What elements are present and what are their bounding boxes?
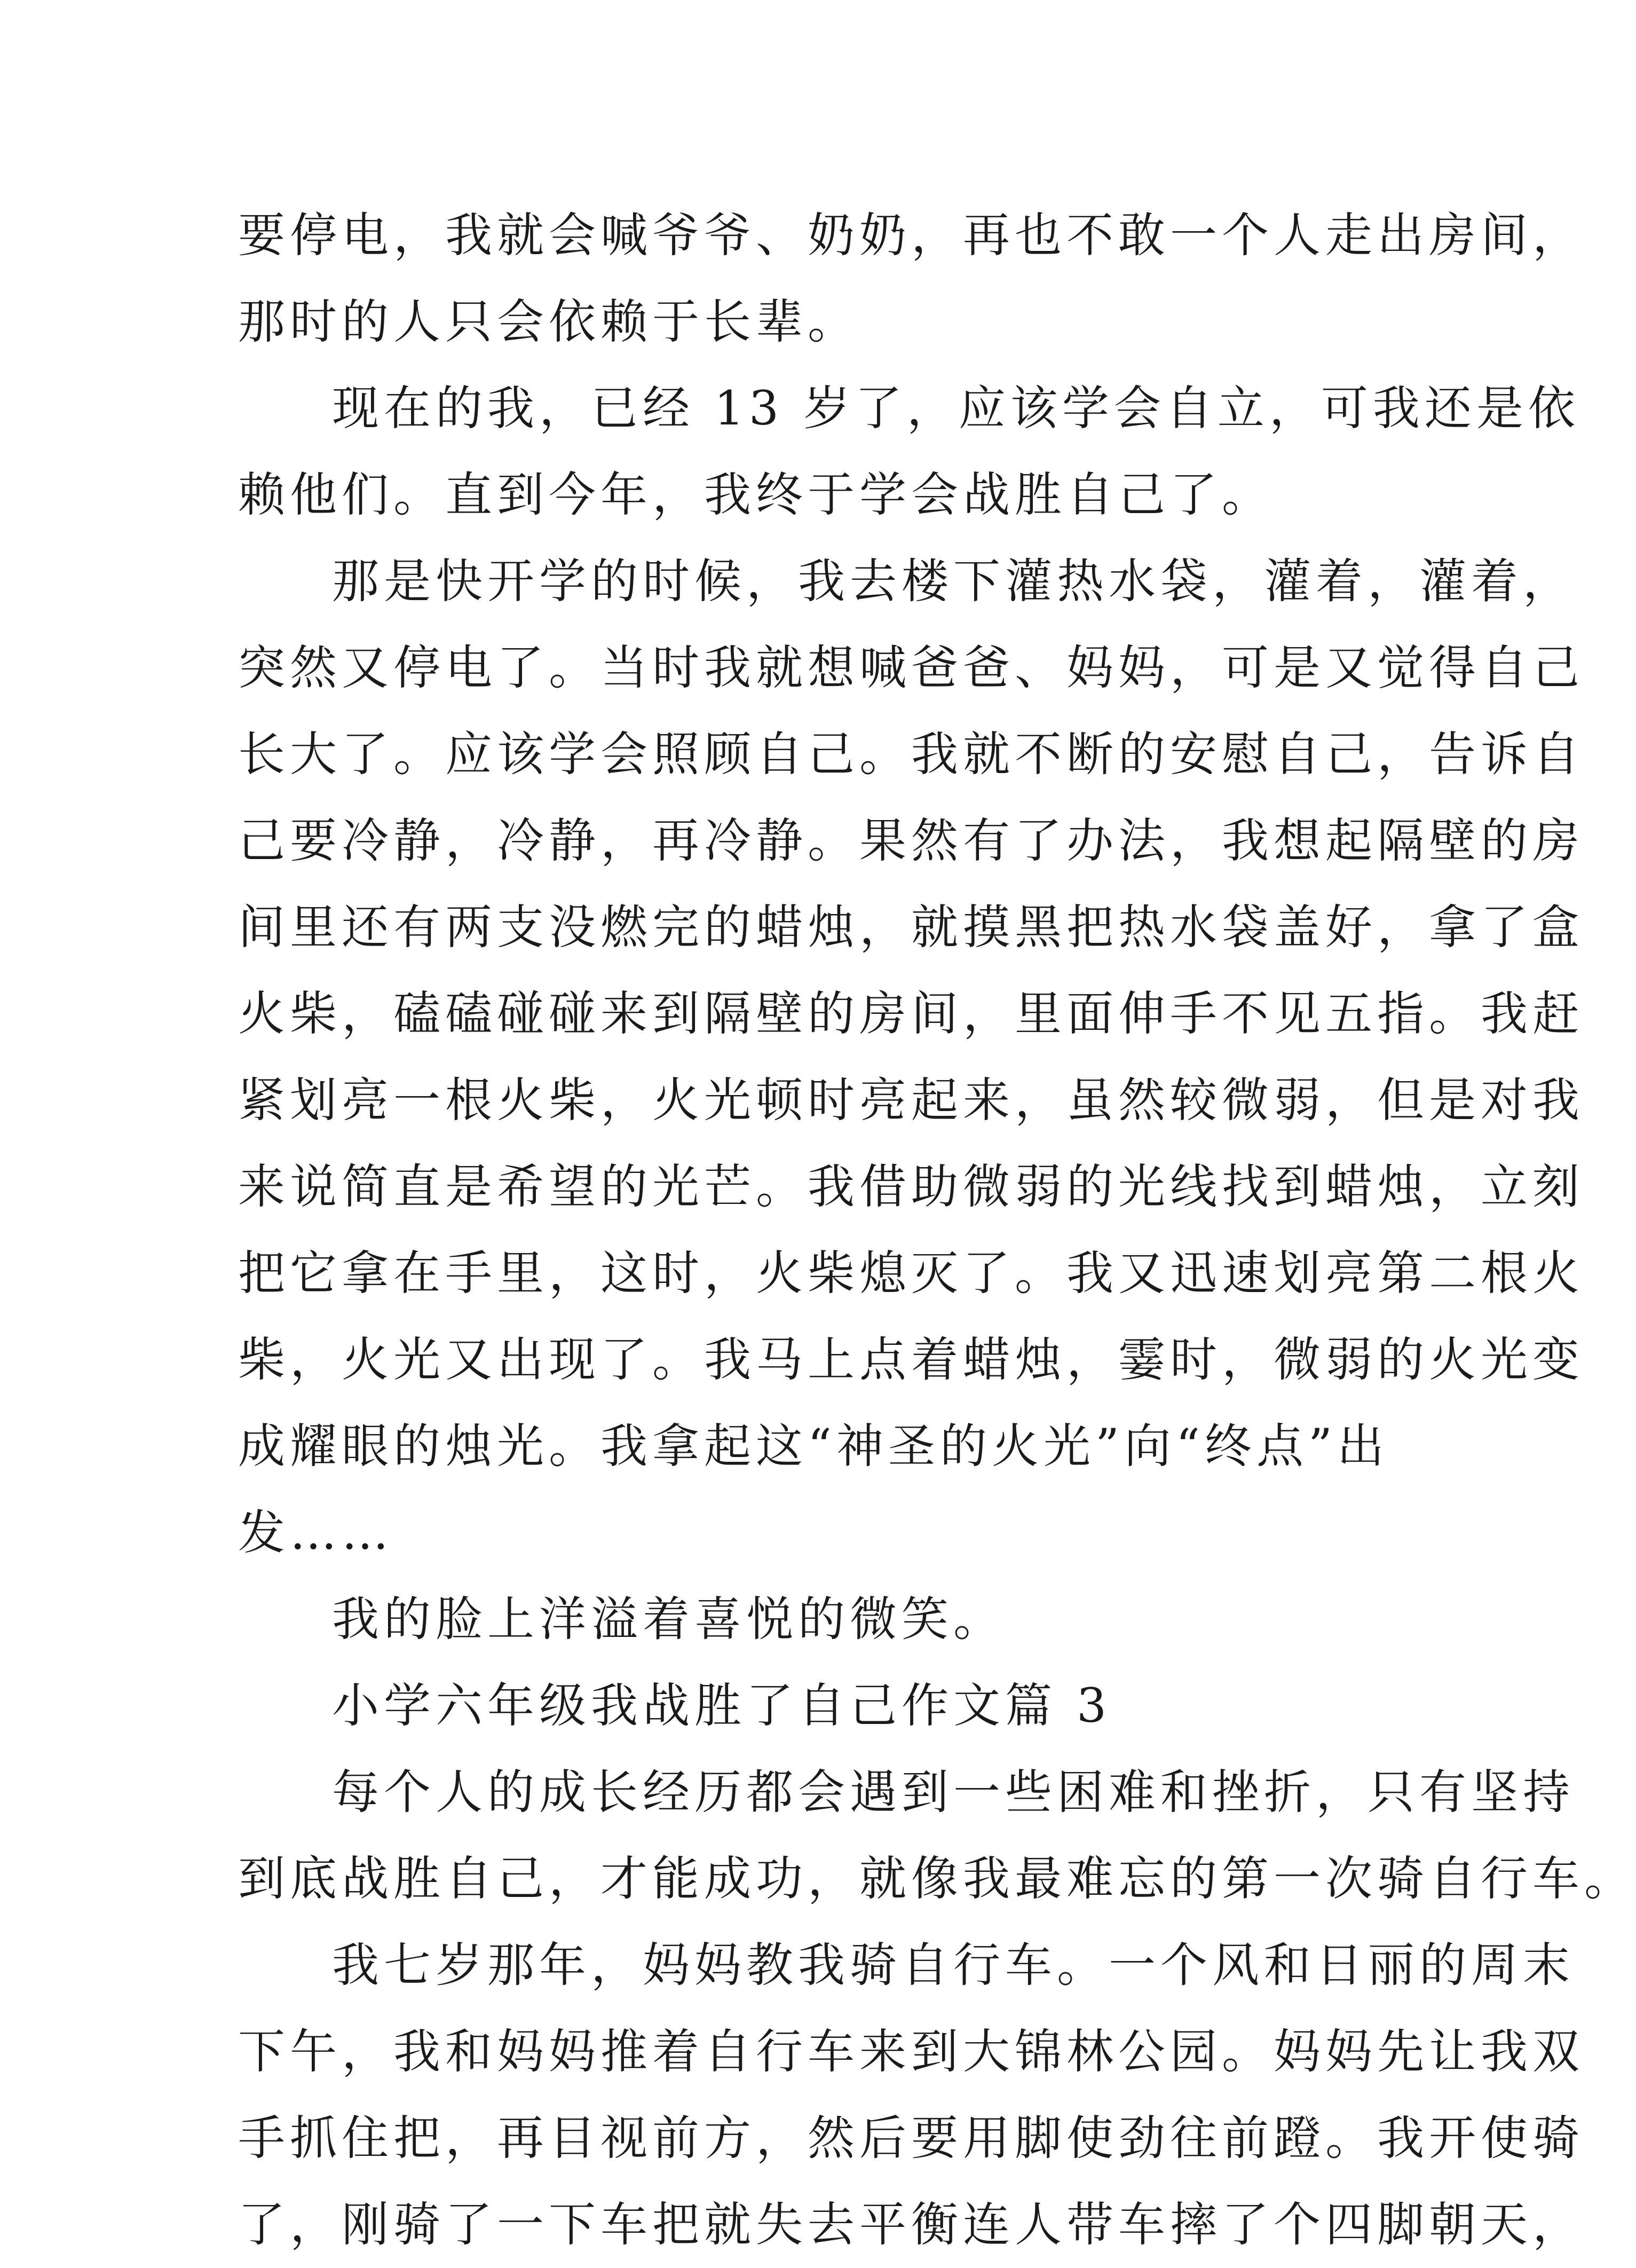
text-line: 己要冷静，冷静，再冷静。果然有了办法，我想起隔壁的房 xyxy=(238,813,1585,868)
essay-text xyxy=(238,192,1636,2268)
text-line: 把它拿在手里，这时，火柴熄灭了。我又迅速划亮第二根火 xyxy=(238,1246,1585,1301)
text-line: 突然又停电了。当时我就想喊爸爸、妈妈，可是又觉得自己 xyxy=(238,640,1585,695)
text-line: 紧划亮一根火柴，火光顿时亮起来，虽然较微弱，但是对我 xyxy=(238,1073,1585,1128)
text-line: 那时的人只会依赖于长辈。 xyxy=(238,294,860,349)
paragraph-start-line: 每个人的成长经历都会遇到一些困难和挫折，只有坚持 xyxy=(332,1765,1575,1820)
text-line: 间里还有两支没燃完的蜡烛，就摸黑把热水袋盖好，拿了盒 xyxy=(238,900,1585,955)
text-line: 下午，我和妈妈推着自行车来到大锦林公园。妈妈先让我双 xyxy=(238,2024,1585,2079)
text-line: 赖他们。直到今年，我终于学会战胜自己了。 xyxy=(238,467,1274,522)
text-line: 来说简直是希望的光芒。我借助微弱的光线找到蜡烛，立刻 xyxy=(238,1159,1585,1214)
text-line: 了，刚骑了一下车把就失去平衡连人带车摔了个四脚朝天， xyxy=(238,2197,1585,2252)
text-line: 火柴，磕磕碰碰来到隔壁的房间，里面伸手不见五指。我赶 xyxy=(238,986,1585,1041)
text-line: 到底战胜自己，才能成功，就像我最难忘的第一次骑自行车。 xyxy=(238,1851,1636,1906)
paragraph-start-line: 那是快开学的时候，我去楼下灌热水袋，灌着，灌着， xyxy=(332,554,1575,609)
paragraph-start-line: 我七岁那年，妈妈教我骑自行车。一个风和日丽的周末 xyxy=(332,1938,1575,1993)
text-line: 要停电，我就会喊爷爷、奶奶，再也不敢一个人走出房间， xyxy=(238,208,1585,263)
text-line: 发…… xyxy=(238,1505,394,1560)
text-line: 柴，火光又出现了。我马上点着蜡烛，霎时，微弱的火光变 xyxy=(238,1332,1585,1387)
paragraph-start-line: 我的脸上洋溢着喜悦的微笑。 xyxy=(332,1592,1006,1647)
text-line: 长大了。应该学会照顾自己。我就不断的安慰自己，告诉自 xyxy=(238,727,1585,782)
paragraph-start-line: 现在的我，已经 13 岁了，应该学会自立，可我还是依 xyxy=(332,381,1580,436)
text-line: 成耀眼的烛光。我拿起这“神圣的火光”向“终点”出 xyxy=(238,1419,1389,1474)
text-line: 手抓住把，再目视前方，然后要用脚使劲往前蹬。我开使骑 xyxy=(238,2110,1585,2165)
section-heading: 小学六年级我战胜了自己作文篇 3 xyxy=(332,1678,1111,1733)
